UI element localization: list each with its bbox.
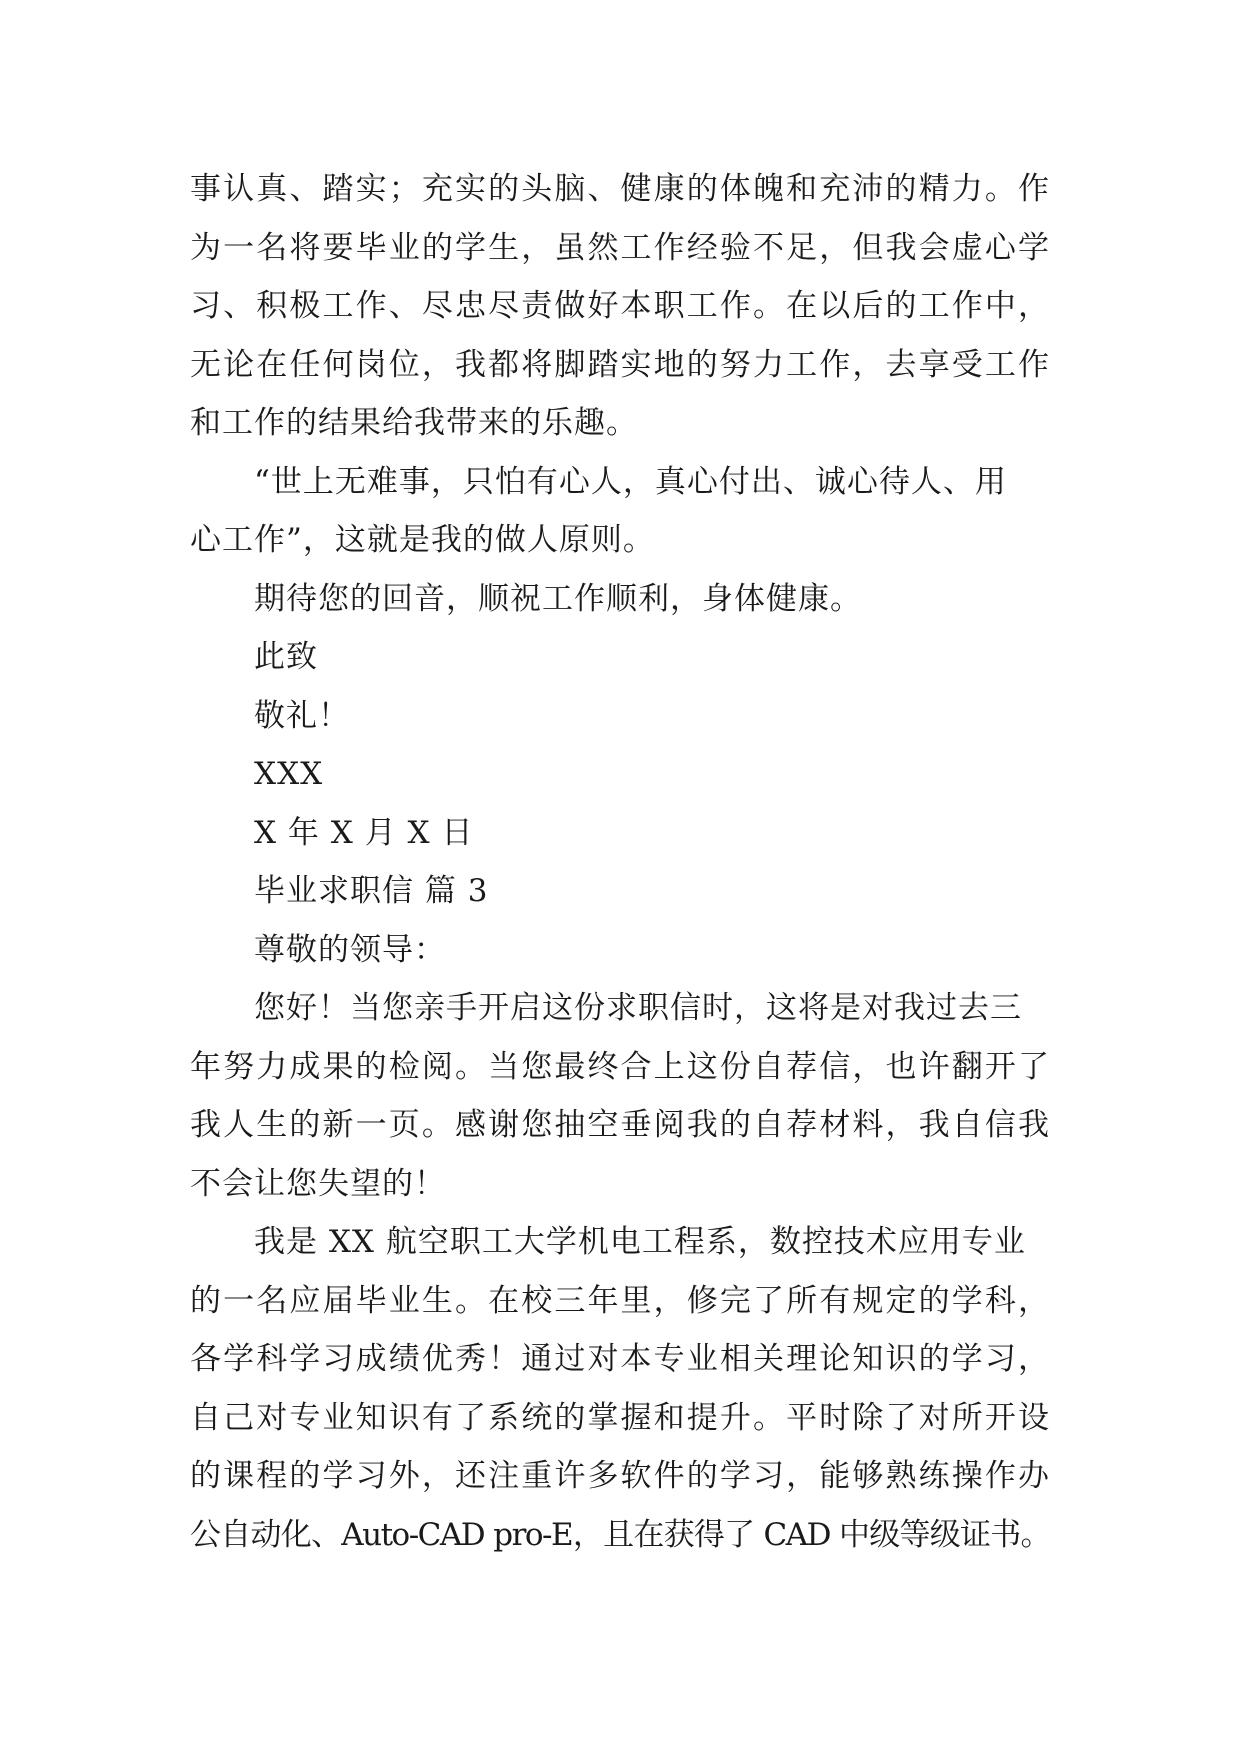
text-line: 的一名应届毕业生。在校三年里，修完了所有规定的学科，	[190, 1282, 1050, 1319]
text-line: 习、积极工作、尽忠尽责做好本职工作。在以后的工作中，	[190, 288, 1050, 324]
text-line: 心工作”，这就是我的做人原则。	[190, 522, 655, 558]
text-line: 我人生的新一页。感谢您抽空垂阅我的自荐材料，我自信我	[190, 1107, 1050, 1143]
text-line: 为一名将要毕业的学生，虽然工作经验不足，但我会虚心学	[190, 229, 1050, 266]
text-line: “世上无难事，只怕有心人，真心付出、诚心待人、用	[254, 463, 1007, 500]
greeting: 尊敬的领导：	[254, 931, 446, 968]
text-line: 年努力成果的检阅。当您最终合上这份自荐信，也许翻开了	[190, 1048, 1050, 1085]
text-line: 我是 XX 航空职工大学机电工程系，数控技术应用专业	[254, 1224, 1026, 1260]
text-line: 公自动化、Auto-CAD pro-E，且在获得了 CAD 中级等级证书。	[190, 1516, 1050, 1553]
signature-name: XXX	[254, 756, 324, 792]
section-heading: 毕业求职信 篇 3	[254, 873, 489, 909]
signature-date: X 年 X 月 X 日	[254, 814, 474, 851]
text-line: 和工作的结果给我带来的乐趣。	[190, 405, 638, 441]
text-line: 无论在任何岗位，我都将脚踏实地的努力工作，去享受工作	[190, 346, 1050, 383]
text-line: 您好！当您亲手开启这份求职信时，这将是对我过去三	[254, 990, 1022, 1026]
letter-body	[190, 160, 1050, 1564]
text-line: 期待您的回音，顺祝工作顺利，身体健康。	[254, 580, 862, 617]
text-line: 不会让您失望的！	[190, 1165, 446, 1202]
text-line: 事认真、踏实；充实的头脑、健康的体魄和充沛的精力。作	[190, 171, 1050, 207]
text-line: 各学科学习成绩优秀！通过对本专业相关理论知识的学习，	[190, 1341, 1050, 1377]
text-line: 的课程的学习外，还注重许多软件的学习，能够熟练操作办	[190, 1458, 1050, 1494]
closing-regards: 敬礼！	[254, 697, 350, 734]
text-line: 自己对专业知识有了系统的掌握和提升。平时除了对所开设	[190, 1399, 1050, 1436]
closing-salutation: 此致	[254, 639, 318, 675]
